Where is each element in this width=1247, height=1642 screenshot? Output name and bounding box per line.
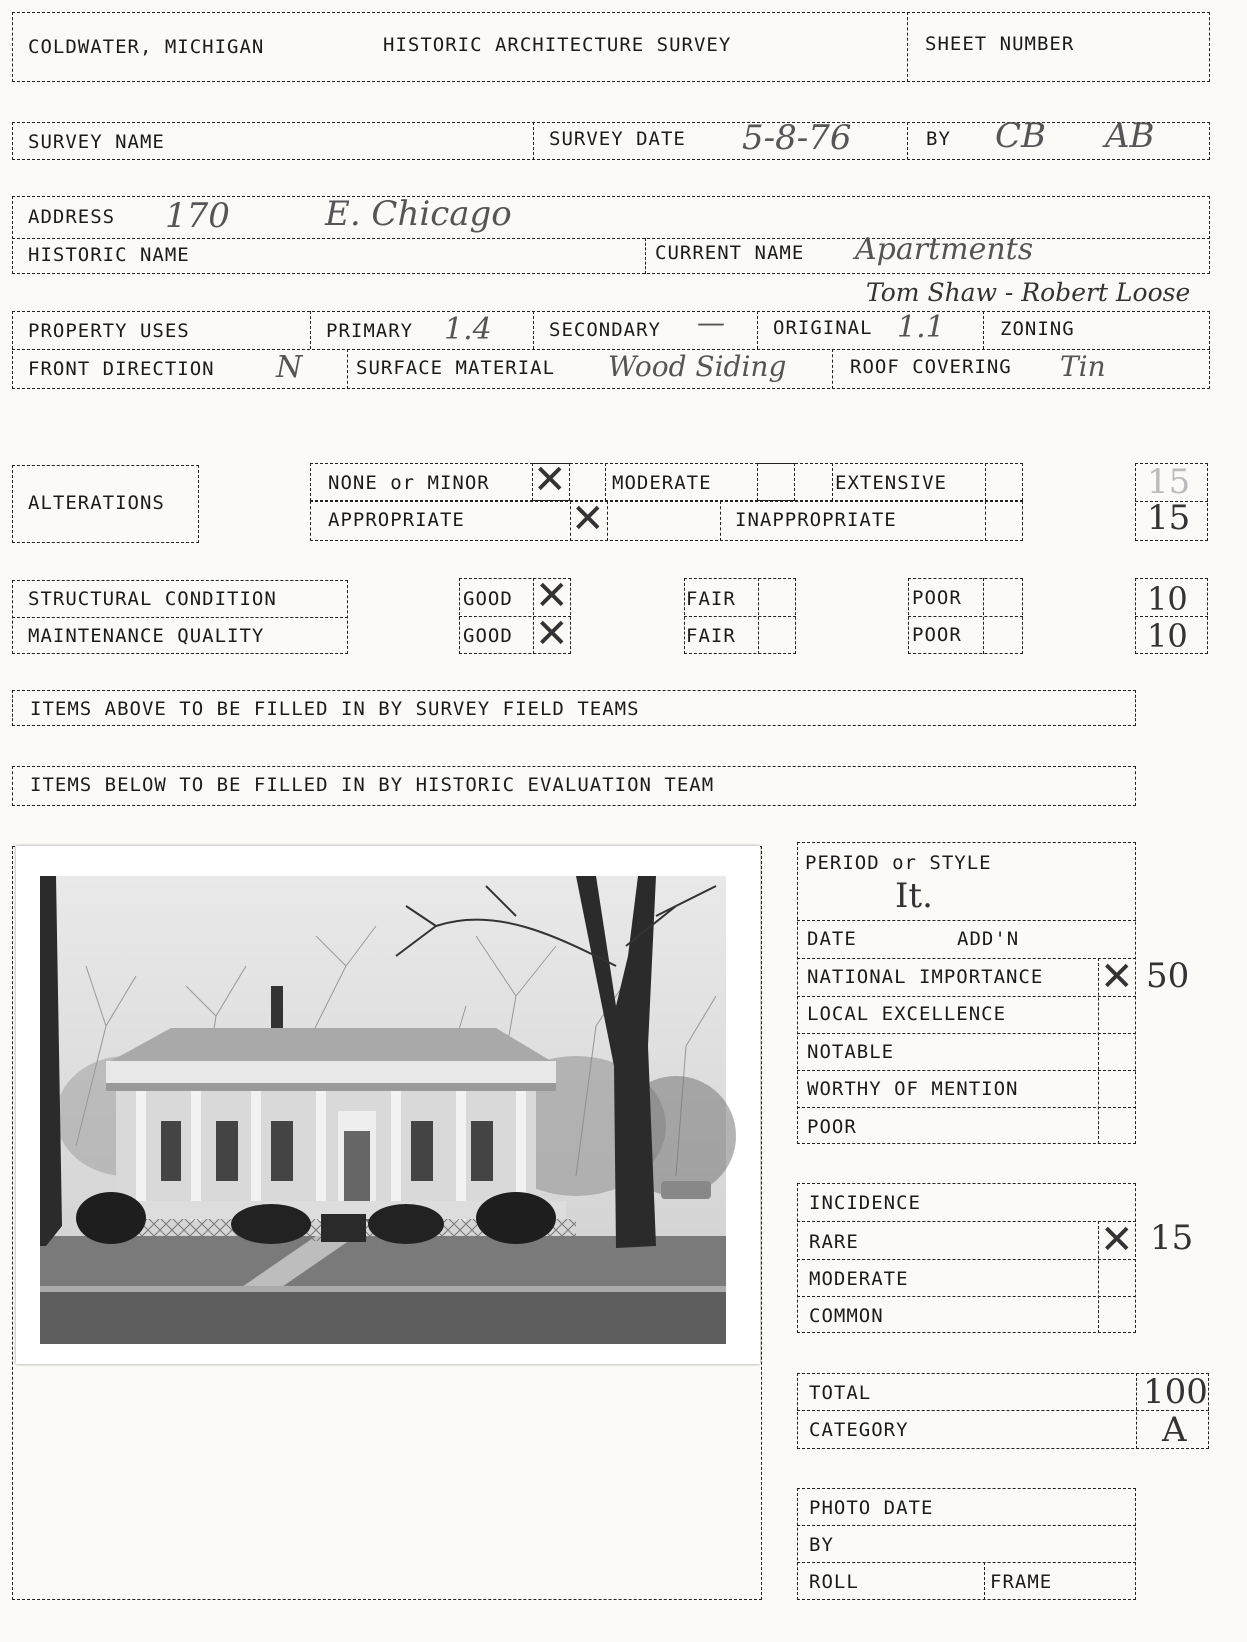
good-label-2: GOOD bbox=[463, 625, 513, 647]
structural-label: STRUCTURAL CONDITION bbox=[28, 588, 277, 610]
front-direction-value: N bbox=[276, 350, 303, 385]
moderate-incidence-label: MODERATE bbox=[809, 1268, 909, 1290]
total-value: 100 bbox=[1143, 1372, 1208, 1412]
worthy-label: WORTHY OF MENTION bbox=[807, 1078, 1019, 1100]
good-mark-1: ✕ bbox=[535, 573, 569, 619]
note-above: ITEMS ABOVE TO BE FILLED IN BY SURVEY FIELD TEAMS bbox=[30, 698, 640, 720]
by-value-1: CB bbox=[995, 116, 1046, 156]
poor-eval-label: POOR bbox=[807, 1116, 857, 1138]
maintenance-label: MAINTENANCE QUALITY bbox=[28, 625, 265, 647]
national-importance-label: NATIONAL IMPORTANCE bbox=[807, 966, 1044, 988]
frame-label: FRAME bbox=[990, 1571, 1053, 1593]
by-value-2: AB bbox=[1105, 116, 1155, 156]
alterations-label: ALTERATIONS bbox=[28, 492, 165, 514]
moderate-alt-label: MODERATE bbox=[612, 472, 712, 494]
condition-score-1: 10 bbox=[1147, 580, 1188, 618]
sheet-number-label: SHEET NUMBER bbox=[925, 33, 1075, 55]
period-style-value: It. bbox=[895, 876, 933, 916]
survey-date-value: 5-8-76 bbox=[742, 118, 852, 158]
appropriate-label: APPROPRIATE bbox=[328, 509, 465, 531]
national-importance-mark: ✕ bbox=[1100, 954, 1134, 1000]
building-photo bbox=[16, 846, 760, 1364]
survey-title: HISTORIC ARCHITECTURE SURVEY bbox=[383, 34, 732, 56]
extensive-label: EXTENSIVE bbox=[835, 472, 947, 494]
inappropriate-label: INAPPROPRIATE bbox=[735, 509, 897, 531]
property-uses-label: PROPERTY USES bbox=[28, 320, 190, 342]
current-name-value: Apartments bbox=[855, 232, 1034, 267]
zoning-label: ZONING bbox=[1000, 318, 1075, 340]
address-number: 170 bbox=[165, 196, 230, 236]
alt-score-2: 15 bbox=[1147, 498, 1191, 538]
moderate-alt-checkbox[interactable] bbox=[757, 463, 795, 501]
by-label: BY bbox=[926, 128, 951, 150]
address-label: ADDRESS bbox=[28, 206, 116, 228]
primary-label: PRIMARY bbox=[326, 320, 414, 342]
original-label: ORIGINAL bbox=[773, 317, 873, 339]
city-label: COLDWATER, MICHIGAN bbox=[28, 36, 265, 58]
surface-material-label: SURFACE MATERIAL bbox=[356, 357, 556, 379]
none-minor-label: NONE or MINOR bbox=[328, 472, 490, 494]
common-label: COMMON bbox=[809, 1305, 884, 1327]
notable-label: NOTABLE bbox=[807, 1041, 895, 1063]
none-minor-mark: ✕ bbox=[533, 457, 567, 503]
good-mark-2: ✕ bbox=[535, 611, 569, 657]
owners-note: Tom Shaw - Robert Loose bbox=[866, 278, 1191, 307]
building-photo-frame bbox=[16, 846, 760, 1364]
rare-mark: ✕ bbox=[1100, 1217, 1134, 1263]
roll-label: ROLL bbox=[809, 1571, 859, 1593]
address-street: E. Chicago bbox=[325, 194, 512, 234]
local-excellence-label: LOCAL EXCELLENCE bbox=[807, 1003, 1007, 1025]
addn-label: ADD'N bbox=[957, 928, 1020, 950]
survey-name-label: SURVEY NAME bbox=[28, 131, 165, 153]
front-direction-label: FRONT DIRECTION bbox=[28, 358, 215, 380]
primary-value: 1.4 bbox=[444, 312, 492, 347]
survey-date-label: SURVEY DATE bbox=[549, 128, 686, 150]
fair-label-1: FAIR bbox=[686, 588, 736, 610]
rare-label: RARE bbox=[809, 1231, 859, 1253]
inappropriate-checkbox[interactable] bbox=[985, 501, 1023, 541]
current-name-label: CURRENT NAME bbox=[655, 242, 805, 264]
date-label: DATE bbox=[807, 928, 857, 950]
fair-label-2: FAIR bbox=[686, 625, 736, 647]
category-label: CATEGORY bbox=[809, 1419, 909, 1441]
photo-by-label: BY bbox=[809, 1534, 834, 1556]
category-value: A bbox=[1162, 1410, 1187, 1450]
condition-score-2: 10 bbox=[1147, 617, 1188, 655]
incidence-label: INCIDENCE bbox=[809, 1192, 921, 1214]
national-importance-score: 50 bbox=[1146, 956, 1190, 996]
good-label-1: GOOD bbox=[463, 588, 513, 610]
original-value: 1.1 bbox=[897, 310, 945, 345]
roof-covering-value: Tin bbox=[1060, 350, 1106, 383]
note-below: ITEMS BELOW TO BE FILLED IN BY HISTORIC EVALUATION TEAM bbox=[30, 774, 715, 796]
extensive-checkbox[interactable] bbox=[985, 463, 1023, 501]
secondary-value: — bbox=[697, 306, 725, 339]
total-label: TOTAL bbox=[809, 1382, 872, 1404]
period-style-label: PERIOD or STYLE bbox=[805, 852, 992, 874]
poor-label-2: POOR bbox=[912, 624, 962, 646]
surface-material-value: Wood Siding bbox=[608, 350, 787, 383]
alt-score-1: 15 bbox=[1147, 462, 1191, 502]
rare-score: 15 bbox=[1150, 1218, 1194, 1258]
poor-label-1: POOR bbox=[912, 587, 962, 609]
roof-covering-label: ROOF COVERING bbox=[850, 356, 1012, 378]
appropriate-mark: ✕ bbox=[571, 496, 605, 542]
secondary-label: SECONDARY bbox=[549, 319, 661, 341]
photo-date-label: PHOTO DATE bbox=[809, 1497, 934, 1519]
historic-name-label: HISTORIC NAME bbox=[28, 244, 190, 266]
